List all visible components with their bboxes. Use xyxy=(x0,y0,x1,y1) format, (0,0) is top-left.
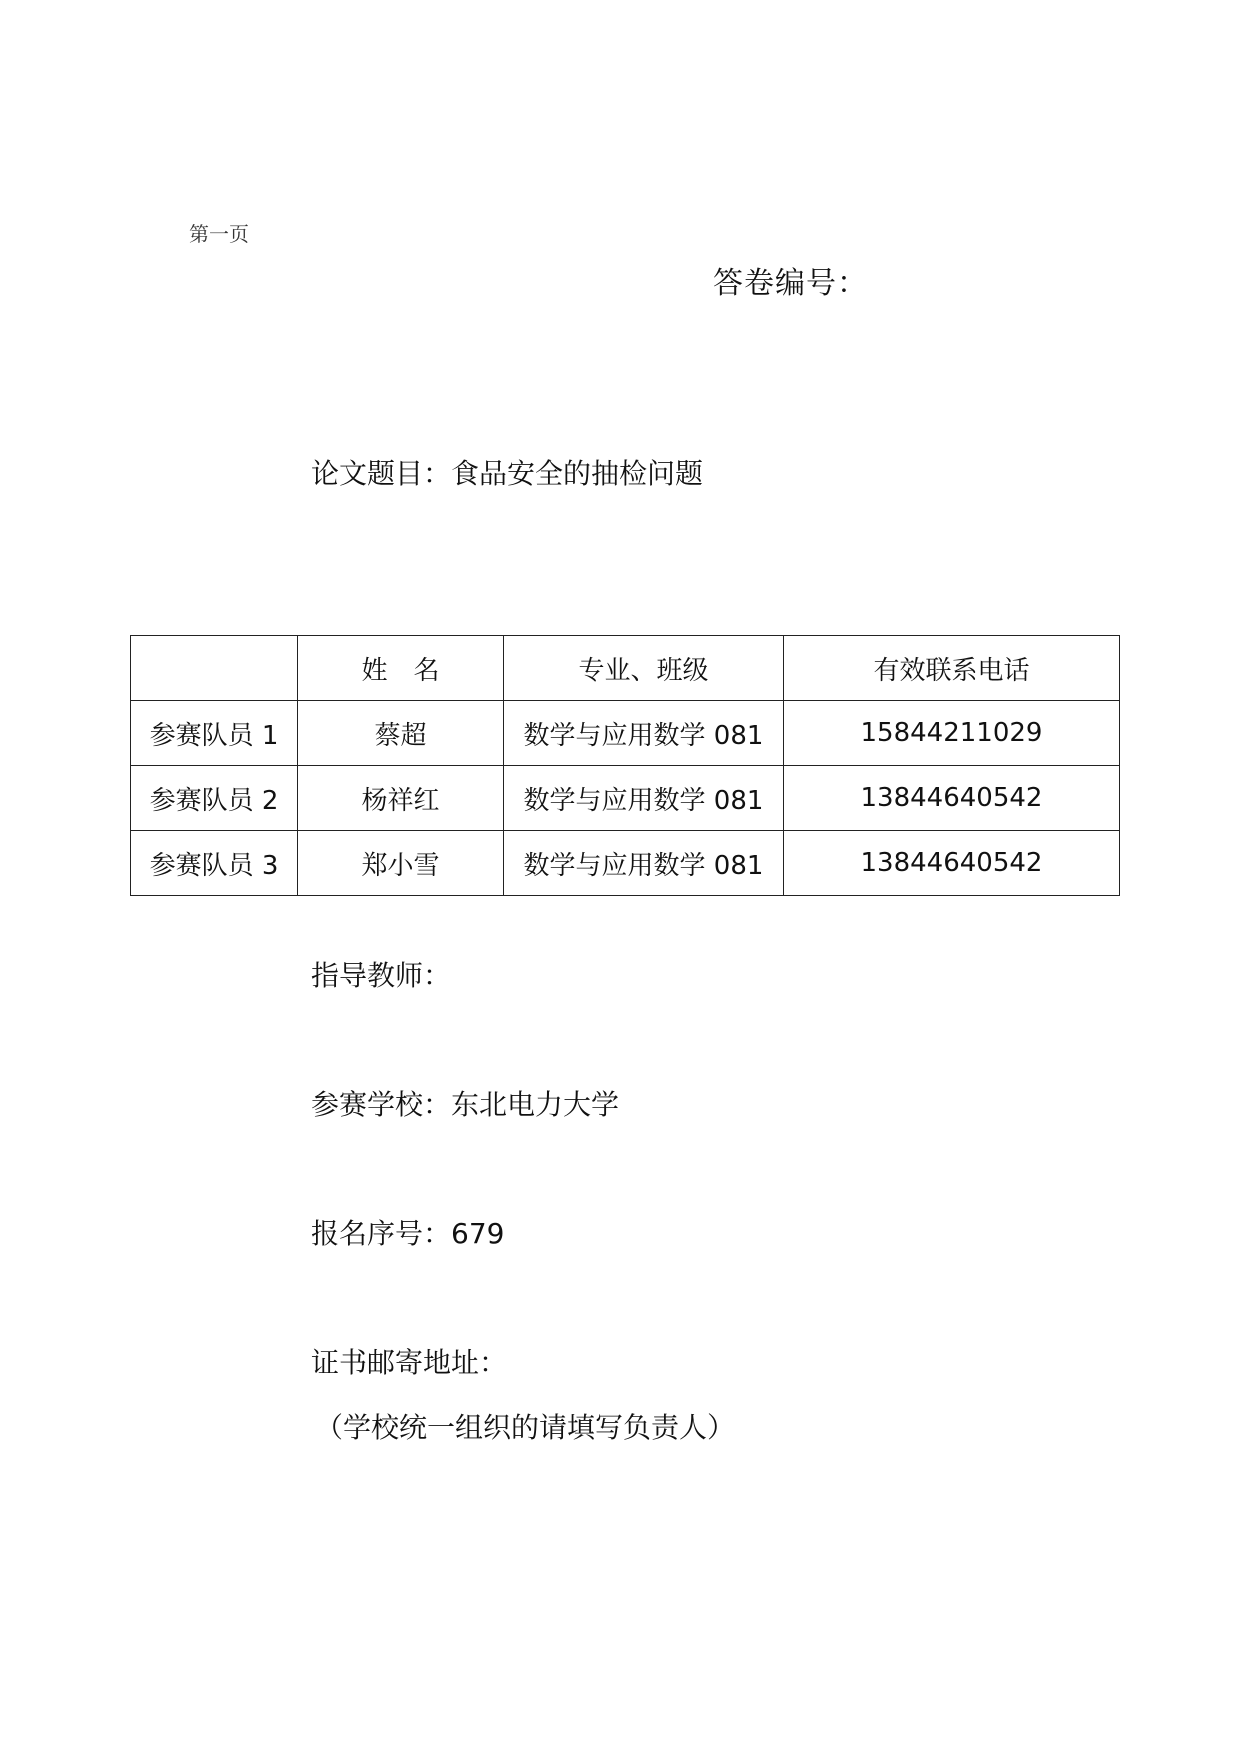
mailing-address-note: （学校统一组织的请填写负责人） xyxy=(315,1411,736,1444)
member-major: 数学与应用数学 081 xyxy=(504,701,784,766)
registration-number-value: 679 xyxy=(451,1217,505,1250)
school-label: 参赛学校： xyxy=(311,1088,452,1121)
member-name: 蔡超 xyxy=(298,701,504,766)
registration-number-field xyxy=(311,1212,504,1252)
school-value: 东北电力大学 xyxy=(451,1088,620,1121)
member-phone: 13844640542 xyxy=(784,766,1120,831)
header-cell-role xyxy=(131,636,298,701)
member-phone: 13844640542 xyxy=(784,831,1120,896)
mailing-address-field xyxy=(311,1341,507,1381)
member-name: 郑小雪 xyxy=(298,831,504,896)
table-row xyxy=(131,831,1120,896)
advisor-field xyxy=(311,954,451,994)
member-major: 数学与应用数学 081 xyxy=(504,831,784,896)
team-members-table xyxy=(130,635,1120,896)
registration-number-label: 报名序号： xyxy=(311,1217,452,1250)
member-major: 数学与应用数学 081 xyxy=(504,766,784,831)
header-cell-phone: 有效联系电话 xyxy=(784,636,1120,701)
member-role: 参赛队员 2 xyxy=(131,766,298,831)
table-row xyxy=(131,766,1120,831)
advisor-label: 指导教师： xyxy=(311,959,452,992)
member-role: 参赛队员 3 xyxy=(131,831,298,896)
school-field xyxy=(311,1083,619,1123)
answer-number-label: 答卷编号： xyxy=(713,266,868,301)
table-row xyxy=(131,701,1120,766)
table-header-row xyxy=(131,636,1120,701)
member-role: 参赛队员 1 xyxy=(131,701,298,766)
member-phone: 15844211029 xyxy=(784,701,1120,766)
mailing-address-label: 证书邮寄地址： xyxy=(311,1346,508,1379)
paper-title-field xyxy=(311,452,703,492)
header-cell-name: 姓 名 xyxy=(298,636,504,701)
paper-title-value: 食品安全的抽检问题 xyxy=(451,457,704,490)
paper-title-label: 论文题目： xyxy=(311,457,452,490)
page-number-label: 第一页 xyxy=(189,222,249,246)
member-name: 杨祥红 xyxy=(298,766,504,831)
header-cell-major: 专业、班级 xyxy=(504,636,784,701)
